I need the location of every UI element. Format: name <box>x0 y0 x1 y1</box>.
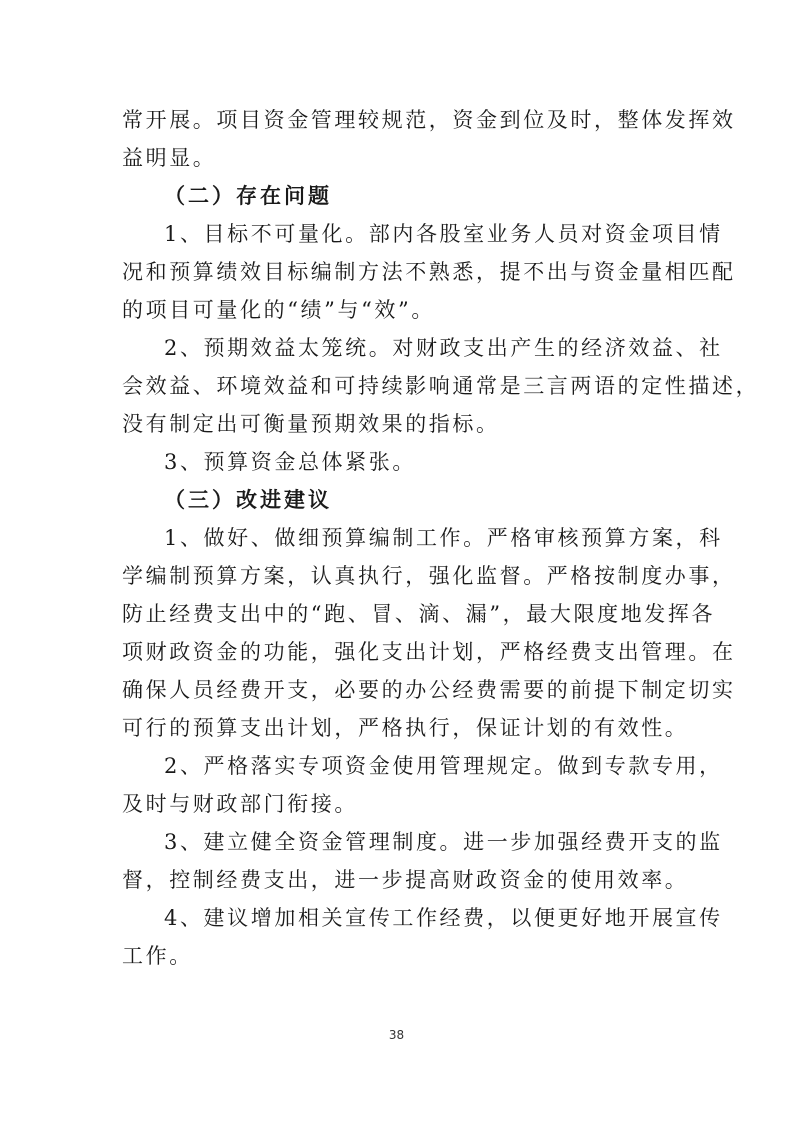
paragraph-line: 督，控制经费支出，进一步提高财政资金的使用效率。 <box>122 868 689 892</box>
paragraph-line: 况和预算绩效目标编制方法不熟悉，提不出与资金量相匹配 <box>122 260 736 284</box>
paragraph-line: 会效益、环境效益和可持续影响通常是三言两语的定性描述， <box>122 374 760 398</box>
paragraph-line: 防止经费支出中的“跑、冒、滴、漏”，最大限度地发挥各 <box>122 602 716 626</box>
section-heading-suggestions: （三）改进建议 <box>164 487 332 512</box>
paragraph-line: 可行的预算支出计划，严格执行，保证计划的有效性。 <box>122 716 689 740</box>
paragraph-line: 2、严格落实专项资金使用管理规定。做到专款专用， <box>164 754 723 778</box>
paragraph-line: 益明显。 <box>122 146 217 170</box>
page-number: 38 <box>388 1028 405 1042</box>
paragraph-line: 1、做好、做细预算编制工作。严格审核预算方案，科 <box>164 526 723 550</box>
paragraph-line: 没有制定出可衡量预期效果的指标。 <box>122 412 500 436</box>
paragraph-line: 的项目可量化的“绩”与“效”。 <box>122 298 435 322</box>
paragraph-line: 项财政资金的功能，强化支出计划，严格经费支出管理。在 <box>122 640 736 664</box>
paragraph-line: 常开展。项目资金管理较规范，资金到位及时，整体发挥效 <box>122 108 736 132</box>
paragraph-line: 确保人员经费开支，必要的办公经费需要的前提下制定切实 <box>122 678 736 702</box>
paragraph-line: 工作。 <box>122 944 193 968</box>
paragraph-line: 学编制预算方案，认真执行，强化监督。严格按制度办事， <box>122 564 736 588</box>
paragraph-line: 2、预期效益太笼统。对财政支出产生的经济效益、社 <box>164 336 723 360</box>
paragraph-line: 3、预算资金总体紧张。 <box>164 450 416 474</box>
section-heading-problems: （二）存在问题 <box>164 183 332 208</box>
paragraph-line: 及时与财政部门衔接。 <box>122 792 358 816</box>
paragraph-line: 1、目标不可量化。部内各股室业务人员对资金项目情 <box>164 222 723 246</box>
paragraph-line: 3、建立健全资金管理制度。进一步加强经费开支的监 <box>164 830 723 854</box>
paragraph-line: 4、建议增加相关宣传工作经费，以便更好地开展宣传 <box>164 906 723 930</box>
